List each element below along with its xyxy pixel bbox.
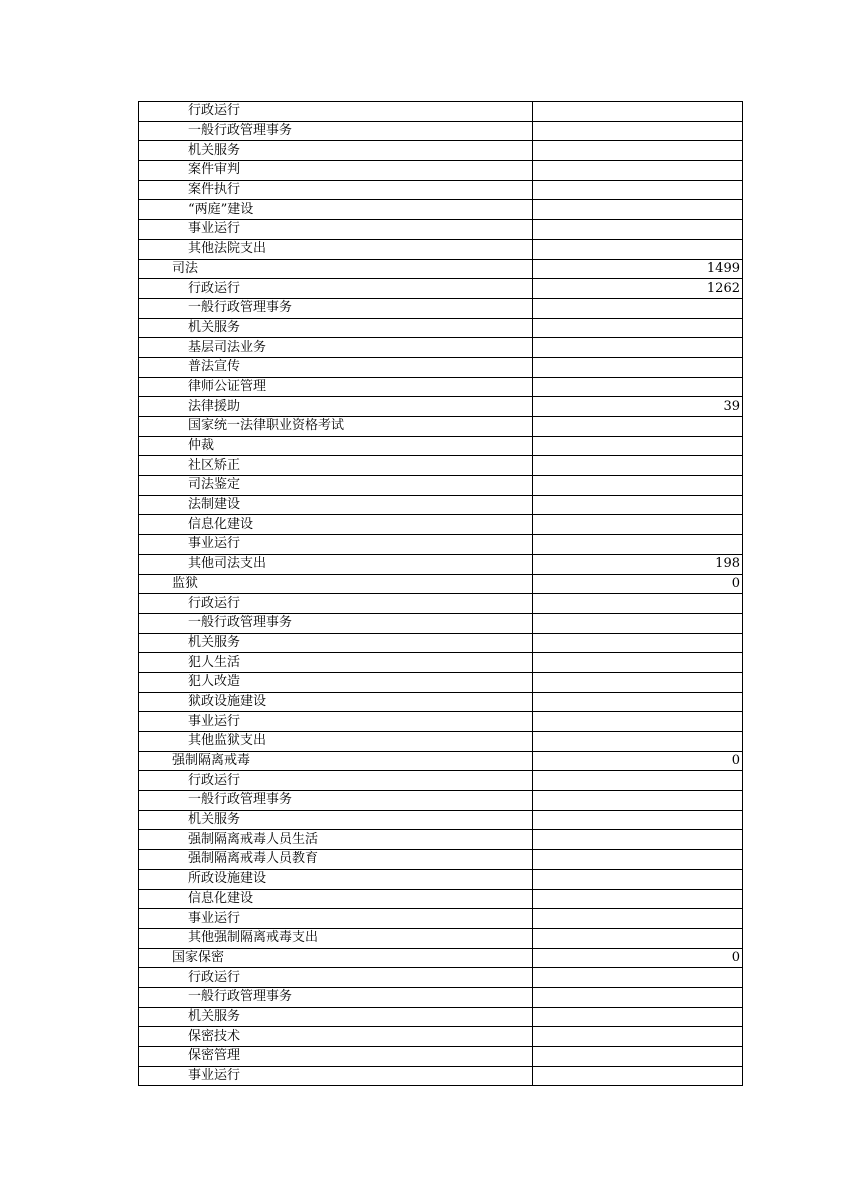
expenditure-table (138, 101, 743, 1086)
amount-cell (533, 850, 743, 870)
item-row (139, 200, 743, 220)
item-name-cell: 法制建设 (139, 495, 533, 515)
item-name-cell: 法律援助 (139, 397, 533, 417)
amount-cell (533, 732, 743, 752)
item-name-cell: 普法宣传 (139, 357, 533, 377)
item-name-cell: 事业运行 (139, 712, 533, 732)
item-row (139, 515, 743, 535)
item-row (139, 377, 743, 397)
amount-cell: 1262 (533, 279, 743, 299)
amount-cell: 0 (533, 574, 743, 594)
item-name-cell: 一般行政管理事务 (139, 298, 533, 318)
amount-cell (533, 653, 743, 673)
item-name-cell: 案件执行 (139, 180, 533, 200)
item-name-cell: 一般行政管理事务 (139, 121, 533, 141)
item-name-cell: 事业运行 (139, 909, 533, 929)
item-row (139, 121, 743, 141)
item-name-cell: 强制隔离戒毒人员教育 (139, 850, 533, 870)
item-row (139, 810, 743, 830)
category-row (139, 751, 743, 771)
item-row (139, 161, 743, 181)
amount-cell (533, 338, 743, 358)
item-row (139, 318, 743, 338)
amount-cell (533, 535, 743, 555)
amount-cell (533, 417, 743, 437)
amount-cell: 0 (533, 948, 743, 968)
item-row (139, 1066, 743, 1086)
item-name-cell: 其他法院支出 (139, 239, 533, 259)
item-row (139, 535, 743, 555)
amount-cell (533, 495, 743, 515)
amount-cell: 198 (533, 554, 743, 574)
amount-cell (533, 869, 743, 889)
item-name-cell: 行政运行 (139, 594, 533, 614)
item-row (139, 869, 743, 889)
item-name-cell: 司法 (139, 259, 533, 279)
amount-cell (533, 377, 743, 397)
amount-cell (533, 1027, 743, 1047)
amount-cell (533, 298, 743, 318)
item-name-cell: 行政运行 (139, 102, 533, 122)
amount-cell (533, 1047, 743, 1067)
item-name-cell: “两庭”建设 (139, 200, 533, 220)
item-name-cell: 机关服务 (139, 141, 533, 161)
amount-cell: 39 (533, 397, 743, 417)
item-name-cell: 行政运行 (139, 771, 533, 791)
category-row (139, 259, 743, 279)
item-row (139, 987, 743, 1007)
amount-cell (533, 771, 743, 791)
amount-cell (533, 102, 743, 122)
item-name-cell: 一般行政管理事务 (139, 791, 533, 811)
item-row (139, 298, 743, 318)
item-name-cell: 行政运行 (139, 968, 533, 988)
amount-cell (533, 633, 743, 653)
amount-cell (533, 1066, 743, 1086)
item-name-cell: 监狱 (139, 574, 533, 594)
item-name-cell: 基层司法业务 (139, 338, 533, 358)
amount-cell (533, 672, 743, 692)
item-name-cell: 犯人生活 (139, 653, 533, 673)
amount-cell: 0 (533, 751, 743, 771)
amount-cell (533, 456, 743, 476)
amount-cell (533, 712, 743, 732)
item-name-cell: 事业运行 (139, 535, 533, 555)
item-row (139, 791, 743, 811)
amount-cell (533, 987, 743, 1007)
item-name-cell: 一般行政管理事务 (139, 613, 533, 633)
amount-cell (533, 318, 743, 338)
item-name-cell: 仲裁 (139, 436, 533, 456)
item-row (139, 771, 743, 791)
item-row (139, 909, 743, 929)
item-row (139, 456, 743, 476)
category-row (139, 574, 743, 594)
amount-cell (533, 810, 743, 830)
amount-cell (533, 180, 743, 200)
amount-cell (533, 200, 743, 220)
amount-cell (533, 613, 743, 633)
item-row (139, 1027, 743, 1047)
item-row (139, 968, 743, 988)
amount-cell (533, 830, 743, 850)
item-name-cell: 机关服务 (139, 1007, 533, 1027)
item-row (139, 613, 743, 633)
item-name-cell: 司法鉴定 (139, 476, 533, 496)
amount-cell (533, 909, 743, 929)
item-row (139, 397, 743, 417)
amount-cell: 1499 (533, 259, 743, 279)
item-row (139, 1047, 743, 1067)
item-name-cell: 所政设施建设 (139, 869, 533, 889)
item-name-cell: 行政运行 (139, 279, 533, 299)
item-name-cell: 案件审判 (139, 161, 533, 181)
item-row (139, 220, 743, 240)
item-row (139, 653, 743, 673)
item-row (139, 279, 743, 299)
item-row (139, 141, 743, 161)
item-row (139, 102, 743, 122)
amount-cell (533, 121, 743, 141)
item-name-cell: 国家统一法律职业资格考试 (139, 417, 533, 437)
amount-cell (533, 436, 743, 456)
item-row (139, 554, 743, 574)
amount-cell (533, 220, 743, 240)
item-name-cell: 其他司法支出 (139, 554, 533, 574)
item-row (139, 239, 743, 259)
item-row (139, 830, 743, 850)
item-row (139, 180, 743, 200)
item-name-cell: 强制隔离戒毒 (139, 751, 533, 771)
amount-cell (533, 239, 743, 259)
item-row (139, 672, 743, 692)
amount-cell (533, 515, 743, 535)
item-name-cell: 事业运行 (139, 1066, 533, 1086)
item-row (139, 417, 743, 437)
item-name-cell: 机关服务 (139, 318, 533, 338)
item-name-cell: 机关服务 (139, 810, 533, 830)
amount-cell (533, 476, 743, 496)
item-row (139, 594, 743, 614)
item-name-cell: 国家保密 (139, 948, 533, 968)
item-name-cell: 强制隔离戒毒人员生活 (139, 830, 533, 850)
amount-cell (533, 968, 743, 988)
amount-cell (533, 594, 743, 614)
item-row (139, 850, 743, 870)
item-name-cell: 社区矫正 (139, 456, 533, 476)
item-row (139, 436, 743, 456)
amount-cell (533, 161, 743, 181)
item-row (139, 692, 743, 712)
item-name-cell: 律师公证管理 (139, 377, 533, 397)
item-row (139, 928, 743, 948)
table-body (139, 102, 743, 1086)
category-row (139, 948, 743, 968)
item-row (139, 732, 743, 752)
item-name-cell: 保密技术 (139, 1027, 533, 1047)
item-name-cell: 信息化建设 (139, 515, 533, 535)
item-row (139, 1007, 743, 1027)
item-row (139, 338, 743, 358)
item-name-cell: 狱政设施建设 (139, 692, 533, 712)
item-row (139, 495, 743, 515)
item-name-cell: 保密管理 (139, 1047, 533, 1067)
amount-cell (533, 791, 743, 811)
amount-cell (533, 1007, 743, 1027)
item-name-cell: 机关服务 (139, 633, 533, 653)
item-name-cell: 犯人改造 (139, 672, 533, 692)
amount-cell (533, 692, 743, 712)
item-name-cell: 信息化建设 (139, 889, 533, 909)
item-row (139, 889, 743, 909)
item-name-cell: 其他监狱支出 (139, 732, 533, 752)
amount-cell (533, 928, 743, 948)
item-row (139, 476, 743, 496)
amount-cell (533, 141, 743, 161)
item-row (139, 357, 743, 377)
item-row (139, 633, 743, 653)
item-name-cell: 事业运行 (139, 220, 533, 240)
amount-cell (533, 357, 743, 377)
amount-cell (533, 889, 743, 909)
item-name-cell: 其他强制隔离戒毒支出 (139, 928, 533, 948)
item-row (139, 712, 743, 732)
item-name-cell: 一般行政管理事务 (139, 987, 533, 1007)
